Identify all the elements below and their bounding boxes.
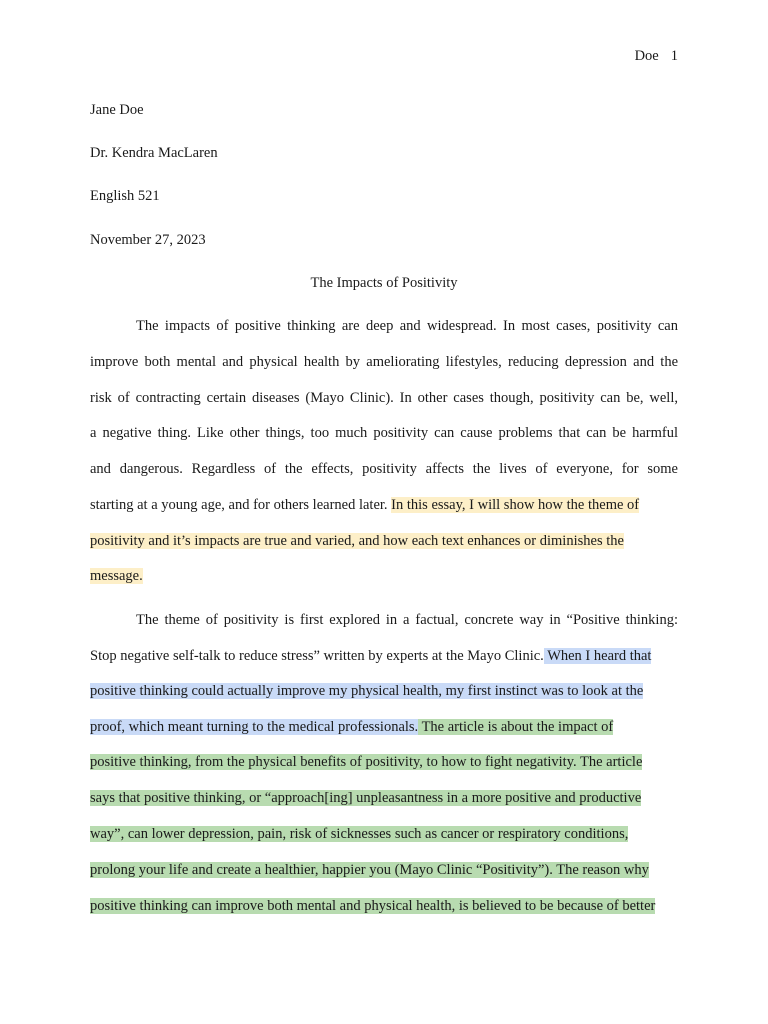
paragraph-2-line xyxy=(90,752,678,772)
paragraph-2-line xyxy=(90,681,678,701)
running-head-name: Doe xyxy=(634,48,659,64)
page-number: 1 xyxy=(670,48,678,64)
paragraph-2-line xyxy=(90,896,678,916)
thesis-highlight: message. xyxy=(90,568,143,584)
paragraph-2-line xyxy=(90,860,678,880)
paragraph-1-line xyxy=(90,495,678,515)
paragraph-1-line xyxy=(90,566,678,586)
paragraph-2-line xyxy=(90,788,678,808)
instructor-name: Dr. Kendra MacLaren xyxy=(90,145,218,161)
paragraph-2-line xyxy=(90,824,678,844)
summary-highlight: prolong your life and create a healthier, happier you (Mayo Clinic “Positivity”). The reason why xyxy=(90,862,649,878)
summary-highlight-text: The article is about the impact of xyxy=(421,719,614,735)
paragraph-1-line: a negative thing. Like other things, too much positivity can cause problems that can be harmful xyxy=(90,425,678,441)
summary-highlight: positive thinking, from the physical benefits of positivity, to how to fight negativity. The article xyxy=(90,754,643,770)
personal-highlight: positive thinking could actually improve my physical health, my first instinct was to look at the xyxy=(90,683,644,699)
paragraph-2-line xyxy=(90,717,678,737)
summary-highlight: positive thinking can improve both mental and physical health, is believed to be because of better xyxy=(90,898,656,914)
paragraph-1-line: and dangerous. Regardless of the effects, positivity affects the lives of everyone, for some xyxy=(90,461,678,477)
student-name: Jane Doe xyxy=(90,102,144,118)
summary-highlight xyxy=(418,719,613,735)
personal-highlight-text: When I heard that xyxy=(547,648,652,664)
paragraph-2-text: Stop negative self-talk to reduce stress” written by experts at the Mayo Clinic. xyxy=(90,648,544,664)
paragraph-1-line xyxy=(90,531,678,551)
thesis-highlight: In this essay, I will show how the theme of xyxy=(391,497,640,513)
essay-title: The Impacts of Positivity xyxy=(310,275,458,291)
paragraph-1-text: starting at a young age, and for others learned later. xyxy=(90,497,388,513)
personal-highlight xyxy=(544,648,652,664)
personal-highlight: proof, which meant turning to the medical professionals. xyxy=(90,719,419,735)
paragraph-1-line: The impacts of positive thinking are deep and widespread. In most cases, positivity can xyxy=(136,318,678,334)
essay-date: November 27, 2023 xyxy=(90,232,206,248)
paragraph-2-line xyxy=(90,646,678,666)
paragraph-2-line: The theme of positivity is first explored in a factual, concrete way in “Positive thinking: xyxy=(136,612,678,628)
running-head xyxy=(635,46,678,66)
paragraph-1-line: improve both mental and physical health by ameliorating lifestyles, reducing depression and the xyxy=(90,354,678,370)
thesis-highlight: positivity and it’s impacts are true and varied, and how each text enhances or diminishes the xyxy=(90,533,624,549)
paragraph-1-line: risk of contracting certain diseases (Mayo Clinic). In other cases though, positivity can be, well, xyxy=(90,390,678,406)
summary-highlight: says that positive thinking, or “approach[ing] unpleasantness in a more positive and productive xyxy=(90,790,642,806)
course-name: English 521 xyxy=(90,188,160,204)
summary-highlight: way”, can lower depression, pain, risk of sicknesses such as cancer or respiratory conditions, xyxy=(90,826,629,842)
